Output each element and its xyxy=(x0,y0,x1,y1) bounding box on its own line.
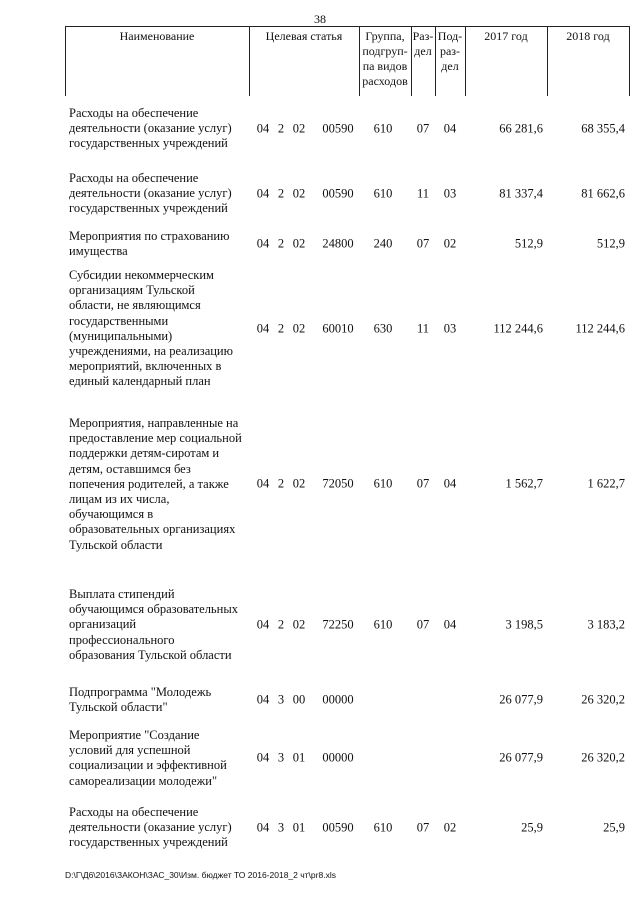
cell-prz: 04 xyxy=(443,121,457,136)
table-row xyxy=(65,171,629,217)
cell-p1: 04 xyxy=(256,820,270,835)
cell-v2018: 68 355,4 xyxy=(581,121,625,136)
cell-v2018: 26 320,2 xyxy=(581,750,625,765)
cell-v2018: 512,9 xyxy=(596,236,625,251)
cell-p3: 02 xyxy=(292,186,306,201)
cell-p4: 00590 xyxy=(322,186,354,201)
header-2018: 2018 год xyxy=(566,29,610,43)
cell-p2: 2 xyxy=(277,121,285,136)
row-name: Мероприятия, направленные на предоставление мер социальной поддержки детям-сиротам и детям, оставшимся без попечения родителей, а также лицам из их числа, обучающимся в образовательных организациях Тульской области xyxy=(69,416,242,552)
header-top-rule xyxy=(65,26,629,27)
cell-p4: 60010 xyxy=(322,321,354,336)
cell-p1: 04 xyxy=(256,617,270,632)
cell-grp: 630 xyxy=(373,321,393,336)
cell-prz: 04 xyxy=(443,617,457,632)
cell-p2: 2 xyxy=(277,186,285,201)
row-name: Подпрограмма "Молодежь Тульской области" xyxy=(69,685,212,715)
cell-p4: 72050 xyxy=(322,476,354,491)
cell-p3: 00 xyxy=(292,692,306,707)
cell-v2017: 1 562,7 xyxy=(505,476,543,491)
cell-p1: 04 xyxy=(256,692,270,707)
table-row xyxy=(65,268,629,390)
cell-p1: 04 xyxy=(256,750,270,765)
cell-grp: 610 xyxy=(373,820,393,835)
cell-p3: 01 xyxy=(292,750,306,765)
cell-p2: 2 xyxy=(277,236,285,251)
header-subsection: Под- раз- дел xyxy=(437,29,463,73)
cell-rz: 11 xyxy=(416,321,430,336)
table-row xyxy=(65,728,629,789)
cell-prz: 02 xyxy=(443,236,457,251)
cell-p2: 2 xyxy=(277,617,285,632)
cell-v2017: 66 281,6 xyxy=(499,121,543,136)
cell-v2017: 26 077,9 xyxy=(499,750,543,765)
table-row xyxy=(65,106,629,152)
row-name: Субсидии некоммерческим организациям Тульской области, не являющимся государственными (муниципальными) учреждениями, на реализацию мероприятий, включенных в единый календарный план xyxy=(69,268,233,389)
cell-p3: 02 xyxy=(292,121,306,136)
cell-prz: 03 xyxy=(443,321,457,336)
table-row xyxy=(65,805,629,851)
cell-p1: 04 xyxy=(256,236,270,251)
cell-v2017: 81 337,4 xyxy=(499,186,543,201)
cell-prz: 04 xyxy=(443,476,457,491)
cell-v2017: 25,9 xyxy=(521,820,543,835)
cell-v2017: 26 077,9 xyxy=(499,692,543,707)
cell-grp: 240 xyxy=(373,236,393,251)
cell-p3: 02 xyxy=(292,321,306,336)
cell-v2017: 112 244,6 xyxy=(493,321,543,336)
cell-p4: 72250 xyxy=(322,617,354,632)
table-row xyxy=(65,229,629,259)
cell-v2018: 3 183,2 xyxy=(587,617,625,632)
header-group: Группа, подгруп- па видов расходов xyxy=(362,29,408,88)
cell-v2017: 512,9 xyxy=(514,236,543,251)
cell-v2018: 1 622,7 xyxy=(587,476,625,491)
cell-p2: 3 xyxy=(277,820,285,835)
cell-p2: 2 xyxy=(277,321,285,336)
cell-v2017: 3 198,5 xyxy=(505,617,543,632)
cell-v2018: 112 244,6 xyxy=(575,321,625,336)
row-name: Расходы на обеспечение деятельности (оказание услуг) государственных учреждений xyxy=(69,805,232,850)
cell-p2: 2 xyxy=(277,476,285,491)
cell-v2018: 26 320,2 xyxy=(581,692,625,707)
cell-p4: 00590 xyxy=(322,121,354,136)
cell-rz: 07 xyxy=(416,617,430,632)
header-2017: 2017 год xyxy=(484,29,528,43)
table-row xyxy=(65,685,629,715)
cell-grp: 610 xyxy=(373,476,393,491)
cell-rz: 07 xyxy=(416,236,430,251)
cell-p4: 00590 xyxy=(322,820,354,835)
cell-p1: 04 xyxy=(256,186,270,201)
table-row xyxy=(65,587,629,663)
cell-grp: 610 xyxy=(373,617,393,632)
cell-rz: 07 xyxy=(416,121,430,136)
row-name: Расходы на обеспечение деятельности (оказание услуг) государственных учреждений xyxy=(69,106,232,151)
cell-p1: 04 xyxy=(256,321,270,336)
cell-grp: 610 xyxy=(373,121,393,136)
page-number: 38 xyxy=(314,12,326,26)
header-target: Целевая статья xyxy=(265,29,343,43)
header-name: Наименование xyxy=(119,29,195,43)
cell-grp: 610 xyxy=(373,186,393,201)
cell-p1: 04 xyxy=(256,121,270,136)
cell-rz: 07 xyxy=(416,476,430,491)
cell-p3: 01 xyxy=(292,820,306,835)
cell-v2018: 81 662,6 xyxy=(581,186,625,201)
cell-prz: 03 xyxy=(443,186,457,201)
cell-p3: 02 xyxy=(292,476,306,491)
row-name: Выплата стипендий обучающимся образовательных организаций профессионального образования Тульской области xyxy=(69,587,238,662)
cell-p4: 00000 xyxy=(322,692,354,707)
table-row xyxy=(65,416,629,553)
cell-p4: 24800 xyxy=(322,236,354,251)
row-name: Расходы на обеспечение деятельности (оказание услуг) государственных учреждений xyxy=(69,171,232,216)
cell-p2: 3 xyxy=(277,692,285,707)
cell-prz: 02 xyxy=(443,820,457,835)
file-path-footer: D:\Г\Д6\2016\ЗАКОН\ЗАС_30\Изм. бюджет ТО 2016-2018_2 чт\pr8.xls xyxy=(65,870,336,880)
cell-p1: 04 xyxy=(256,476,270,491)
cell-p4: 00000 xyxy=(322,750,354,765)
row-name: Мероприятия по страхованию имущества xyxy=(69,229,230,259)
header-section: Раз- дел xyxy=(412,29,434,58)
row-name: Мероприятие "Создание условий для успешной социализации и эффективной самореализации молодежи" xyxy=(69,728,227,788)
cell-rz: 07 xyxy=(416,820,430,835)
col-divider xyxy=(629,26,630,96)
cell-p2: 3 xyxy=(277,750,285,765)
cell-rz: 11 xyxy=(416,186,430,201)
cell-p3: 02 xyxy=(292,617,306,632)
table-header xyxy=(65,26,629,96)
cell-p3: 02 xyxy=(292,236,306,251)
cell-v2018: 25,9 xyxy=(603,820,625,835)
